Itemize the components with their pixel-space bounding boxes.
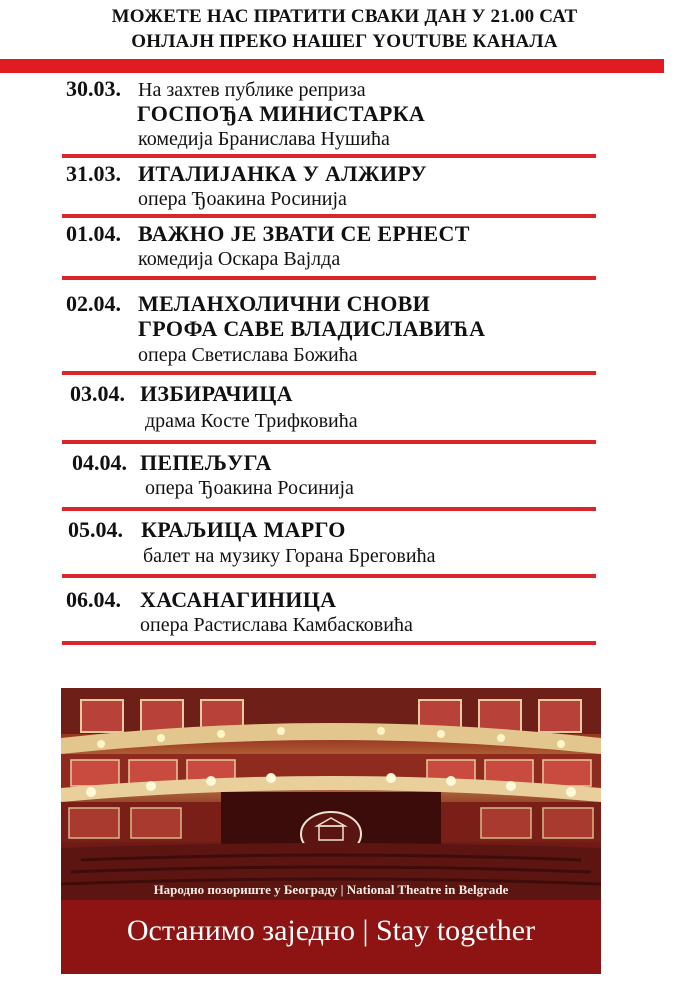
header-line-1: МОЖЕТЕ НАС ПРАТИТИ СВАКИ ДАН У 21.00 САТ [111, 6, 578, 27]
entry-subtitle: комедија Бранислава Нушића [138, 128, 390, 150]
entry-subtitle: опера Светислава Божића [138, 344, 358, 366]
entry-date: 30.03. [66, 76, 121, 101]
entry-title: ГОСПОЂА МИНИСТАРКА [137, 101, 426, 126]
entry-title: ХАСАНАГИНИЦА [140, 587, 337, 612]
entry-subtitle: комедија Оскара Вајлда [138, 248, 341, 270]
entry-title: ВАЖНО ЈЕ ЗВАТИ СЕ ЕРНЕСТ [138, 221, 470, 246]
entry-title: МЕЛАНХОЛИЧНИ СНОВИ [138, 291, 431, 316]
entry-subtitle: опера Ђоакина Росинија [145, 477, 354, 499]
header-line-2: ОНЛАЈН ПРЕКО НАШЕГ YOUTUBE КАНАЛА [131, 31, 558, 52]
entry-title: ИЗБИРАЧИЦА [140, 381, 293, 406]
announcement-header [0, 4, 689, 54]
entry-note: На захтев публике реприза [138, 79, 366, 101]
entry-date: 03.04. [70, 381, 125, 406]
entry-subtitle: опера Ђоакина Росинија [138, 188, 347, 210]
divider-line [62, 214, 596, 218]
entry-subtitle: драма Косте Трифковића [145, 410, 358, 432]
divider-line [62, 154, 596, 158]
entry-subtitle: опера Растислава Камбасковића [140, 614, 413, 636]
slogan-text: Останимо заједно | Stay together [126, 914, 536, 947]
theatre-illustration [61, 688, 601, 900]
theatre-interior-image [61, 688, 601, 974]
header-red-bar [0, 59, 664, 73]
entry-title: КРАЉИЦА МАРГО [141, 517, 346, 542]
entry-title: ИТАЛИЈАНКА У АЛЖИРУ [138, 161, 427, 186]
divider-line [62, 276, 596, 280]
entry-title-line-2: ГРОФА САВЕ ВЛАДИСЛАВИЋА [138, 316, 486, 341]
entry-subtitle: балет на музику Горана Бреговића [143, 545, 436, 567]
entry-date: 04.04. [72, 450, 127, 475]
photo-caption: Народно позориште у Београду | National Theatre in Belgrade [153, 882, 509, 897]
entry-title: ПЕПЕЉУГА [140, 450, 272, 475]
divider-line [62, 641, 596, 645]
divider-line [62, 574, 596, 578]
entry-date: 05.04. [68, 517, 123, 542]
entry-date: 02.04. [66, 291, 121, 316]
entry-date: 01.04. [66, 221, 121, 246]
divider-line [62, 440, 596, 444]
divider-line [62, 371, 596, 375]
entry-date: 06.04. [66, 587, 121, 612]
divider-line [62, 507, 596, 511]
entry-date: 31.03. [66, 161, 121, 186]
